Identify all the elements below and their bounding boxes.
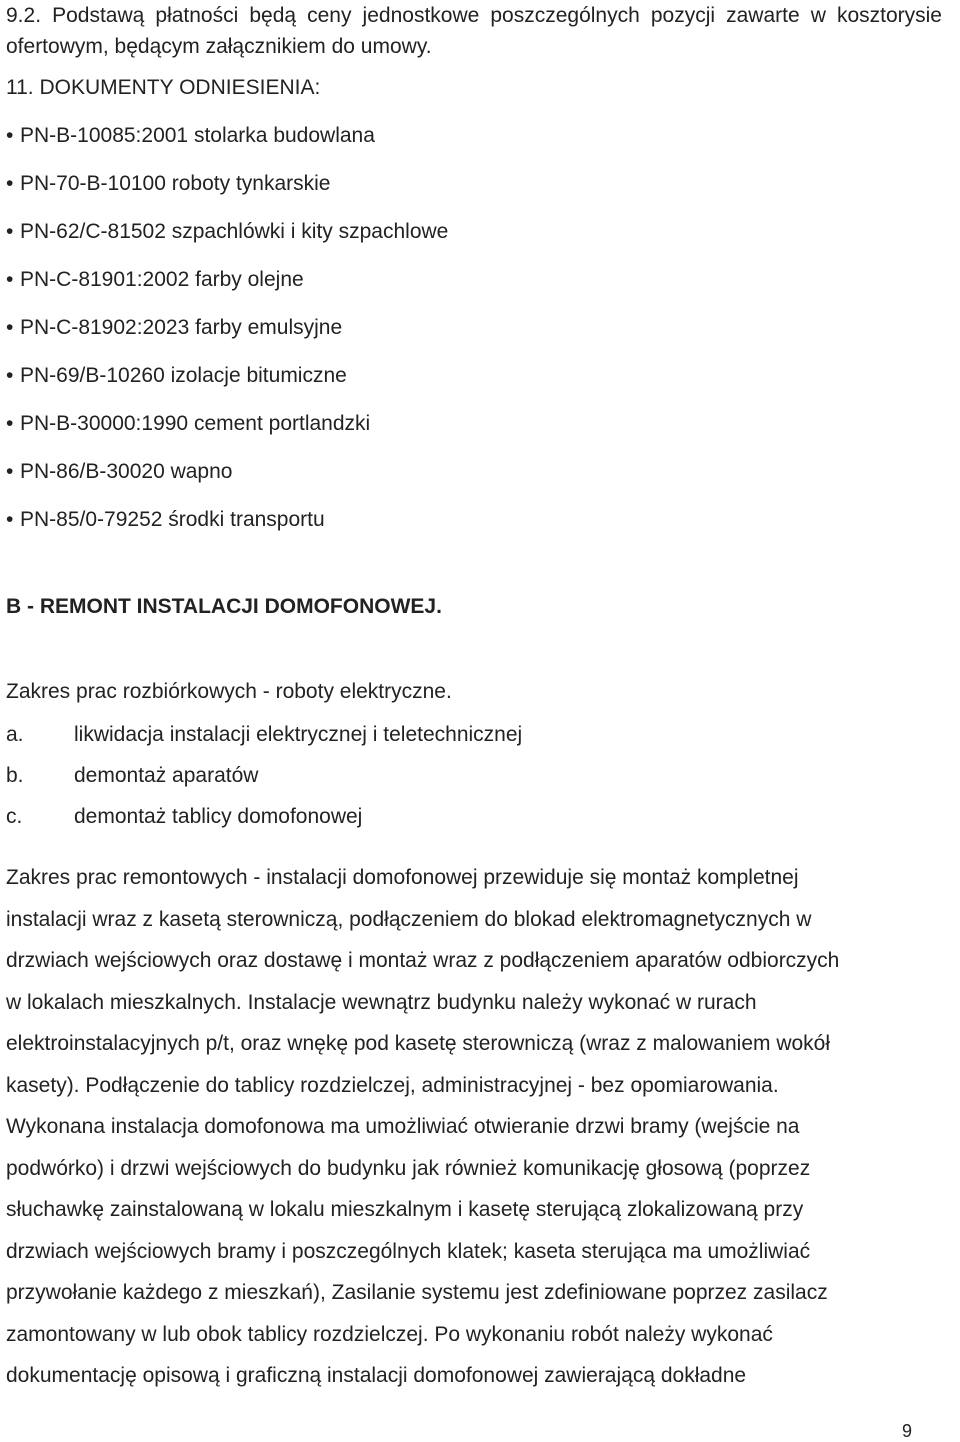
reference-text: PN-85/0-79252 środki transportu: [20, 508, 325, 531]
page-number: 9: [901, 1421, 912, 1441]
step-marker: b.: [6, 764, 24, 787]
bullet-icon: •: [6, 460, 14, 483]
demolition-steps: [6, 720, 522, 843]
list-item: [6, 121, 448, 169]
bullet-icon: •: [6, 316, 14, 339]
reference-text: PN-69/B-10260 izolacje bitumiczne: [20, 364, 347, 387]
text-line: instalacji wraz z kasetą sterowniczą, podłączeniem do blokad elektromagnetycznych w: [6, 907, 812, 931]
reference-text: PN-B-30000:1990 cement portlandzki: [20, 412, 371, 435]
reference-text: PN-70-B-10100 roboty tynkarskie: [20, 172, 331, 195]
step-text: demontaż aparatów: [74, 764, 259, 787]
body-paragraph: [6, 857, 960, 1397]
reference-text: PN-C-81901:2002 farby olejne: [20, 268, 304, 291]
reference-text: PN-62/C-81502 szpachlówki i kity szpachlowe: [20, 220, 449, 243]
bullet-icon: •: [6, 124, 14, 147]
text-line: elektroinstalacyjnych p/t, oraz wnękę pod kasetę sterowniczą (wraz z malowaniem wokół: [6, 1032, 831, 1055]
list-item: [6, 217, 448, 265]
text-line: Wykonana instalacja domofonowa ma umożliwiać otwieranie drzwi bramy (wejście na: [6, 1115, 800, 1138]
references-heading: 11. DOKUMENTY ODNIESIENIA:: [6, 76, 321, 99]
text-line: w lokalach mieszkalnych. Instalacje wewnątrz budynku należy wykonać w rurach: [6, 990, 757, 1014]
list-item: [6, 457, 448, 505]
step-marker: a.: [6, 723, 24, 746]
text-line: słuchawkę zainstalowaną w lokalu mieszkalnym i kasetę sterującą zlokalizowaną przy: [6, 1198, 804, 1221]
reference-text: PN-86/B-30020 wapno: [20, 460, 233, 483]
references-list: [6, 121, 448, 553]
text-line: dokumentację opisową i graficzną instalacji domofonowej zawierającą dokładne: [6, 1364, 747, 1387]
text-line: kasety). Podłączenie do tablicy rozdzielczej, administracyjnej - bez opomiarowania.: [6, 1073, 779, 1097]
bullet-icon: •: [6, 508, 14, 531]
bullet-icon: •: [6, 220, 14, 243]
step-marker: c.: [6, 805, 23, 828]
step-text: demontaż tablicy domofonowej: [74, 805, 363, 828]
scope-title: Zakres prac rozbiórkowych - roboty elektryczne.: [6, 680, 452, 703]
list-item: [6, 761, 522, 802]
bullet-icon: •: [6, 268, 14, 291]
reference-text: PN-C-81902:2023 farby emulsyjne: [20, 316, 343, 339]
intro-paragraph: 9.2. Podstawą płatności będą ceny jednostkowe poszczególnych pozycji zawarte w kosztorysie ofertowym, będącym załącznikiem do umowy.: [6, 4, 942, 58]
text-line: podwórko) i drzwi wejściowych do budynku jak również komunikację głosową (poprzez: [6, 1156, 811, 1180]
bullet-icon: •: [6, 364, 14, 387]
text-line: zamontowany w lub obok tablicy rozdzielczej. Po wykonaniu robót należy wykonać: [6, 1322, 773, 1346]
text-line: drzwiach wejściowych oraz dostawę i montaż wraz z podłączeniem aparatów odbiorczych: [6, 949, 840, 972]
list-item: [6, 313, 448, 361]
text-line: Zakres prac remontowych - instalacji domofonowej przewiduje się montaż kompletnej: [6, 866, 799, 889]
list-item: [6, 265, 448, 313]
text-line: drzwiach wejściowych bramy i poszczególnych klatek; kaseta sterująca ma umożliwiać: [6, 1239, 811, 1263]
list-item: [6, 802, 522, 843]
list-item: [6, 409, 448, 457]
text-line: przywołanie każdego z mieszkań), Zasilanie systemu jest zdefiniowane poprzez zasilacz: [6, 1281, 828, 1304]
step-text: likwidacja instalacji elektrycznej i teletechnicznej: [74, 723, 523, 746]
section-b-title: B - REMONT INSTALACJI DOMOFONOWEJ.: [6, 595, 442, 618]
reference-text: PN-B-10085:2001 stolarka budowlana: [20, 124, 375, 147]
list-item: [6, 505, 448, 553]
bullet-icon: •: [6, 412, 14, 435]
list-item: [6, 361, 448, 409]
bullet-icon: •: [6, 172, 14, 195]
list-item: [6, 720, 522, 761]
list-item: [6, 169, 448, 217]
